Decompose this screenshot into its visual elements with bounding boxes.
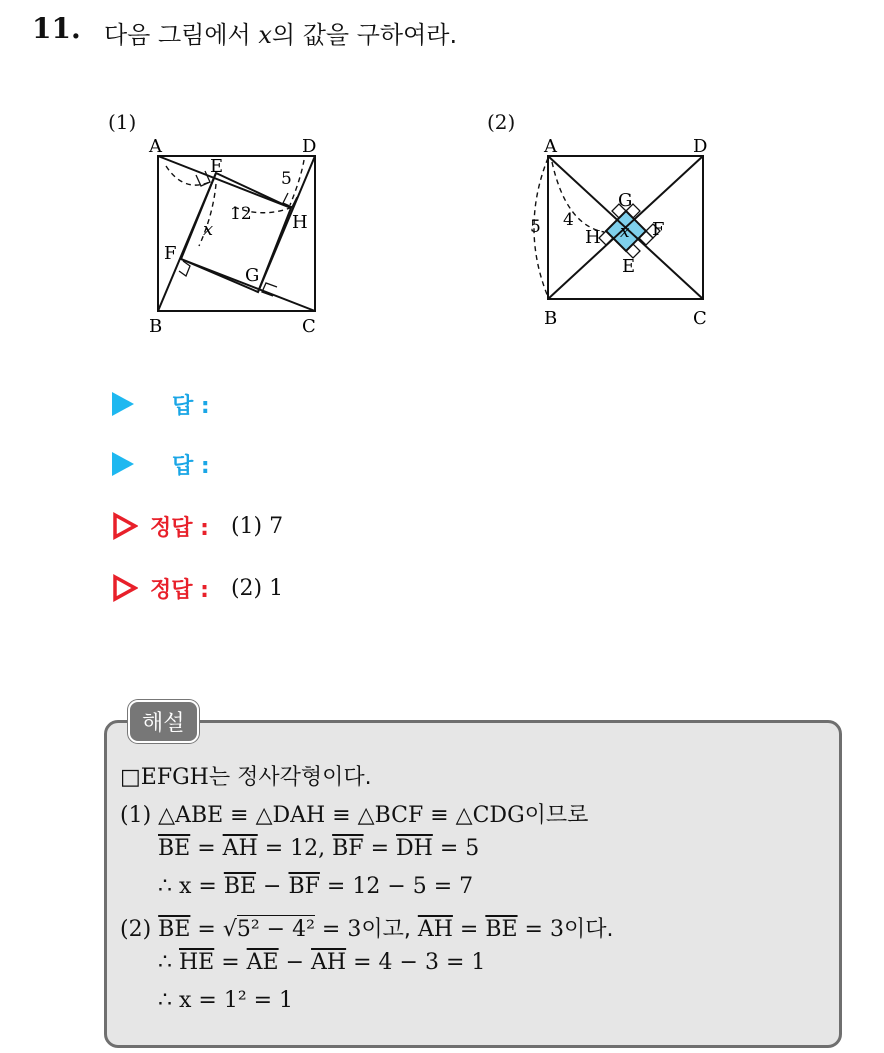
fig2-vertex-G: G: [618, 190, 633, 211]
fig2-length-ah: 4: [563, 210, 574, 230]
correct-label: 정답 :: [150, 577, 209, 603]
correct-value: (2) 1: [230, 575, 284, 601]
fig1-vertex-H: H: [292, 212, 308, 233]
correct-label: 정답 :: [150, 515, 209, 541]
fig2-vertex-C: C: [693, 308, 707, 329]
fig2-vertex-D: D: [693, 136, 708, 157]
fig2-vertex-E: E: [622, 256, 636, 277]
solution-line-4: ∴ $x = \overline{BE} - \overline{BF} = 12 - 5 = 7$: [158, 874, 474, 899]
correct-value: (1) 7: [230, 513, 284, 539]
outline-arrow-icon: [112, 512, 138, 540]
outline-arrow-icon: [112, 574, 138, 602]
answer-row-2[interactable]: [112, 446, 210, 482]
fig2-vertex-H: H: [585, 227, 601, 248]
solution-line-1: □EFGH는 정사각형이다.: [120, 765, 372, 790]
answer-label: 답 :: [172, 453, 210, 479]
figure1-diagram: [140, 130, 340, 340]
question-number: 11.: [32, 12, 81, 45]
figure2-label: (2): [487, 110, 516, 134]
fig1-vertex-F: F: [164, 243, 177, 264]
solution-line-5: (2) $\overline{BE} = √5^2 - 4^2 = 3$이고, $\overline{AH} = \overline{BE} = 3$이다.: [120, 917, 614, 942]
fig1-vertex-A: A: [149, 136, 162, 157]
fig1-vertex-D: D: [302, 136, 317, 157]
fig1-vertex-B: B: [149, 316, 163, 337]
fig2-length-x: x: [620, 222, 630, 242]
answer-label: 답 :: [172, 393, 210, 419]
question-text: 다음 그림에서 x의 값을 구하여라.: [104, 21, 458, 49]
solution-line-7: ∴ x = 1² = 1: [158, 988, 294, 1013]
fig2-vertex-F: F: [652, 219, 665, 240]
play-arrow-icon: [112, 392, 134, 416]
correct-answer-row-2: [112, 570, 283, 606]
fig1-length-x: x: [203, 219, 214, 240]
figure1-label: (1): [108, 110, 137, 134]
solution-tag: 해설: [128, 700, 199, 743]
fig2-vertex-B: B: [544, 308, 558, 329]
fig1-length-dh: 5: [281, 169, 292, 189]
play-arrow-icon: [112, 452, 134, 476]
fig1-vertex-G: G: [245, 265, 260, 286]
fig2-vertex-A: A: [544, 136, 557, 157]
solution-line-2: (1) △ABE ≡ △DAH ≡ △BCF ≡ △CDG이므로: [120, 803, 589, 828]
answer-row-1[interactable]: [112, 386, 210, 422]
correct-answer-row-1: [112, 508, 283, 544]
figure2-diagram: [520, 130, 730, 335]
solution-line-6: ∴ $\overline{HE} = \overline{AE} - \overline{AH} = 4 - 3 = 1$: [158, 950, 486, 975]
fig1-vertex-C: C: [302, 316, 316, 337]
fig1-length-eh: 12: [230, 204, 252, 224]
solution-line-3: $\overline{BE} = \overline{AH} = 12$, $\overline{BF} = \overline{DH} = 5$: [158, 836, 480, 861]
fig1-vertex-E: E: [210, 156, 224, 177]
fig2-length-ab: 5: [530, 217, 541, 237]
